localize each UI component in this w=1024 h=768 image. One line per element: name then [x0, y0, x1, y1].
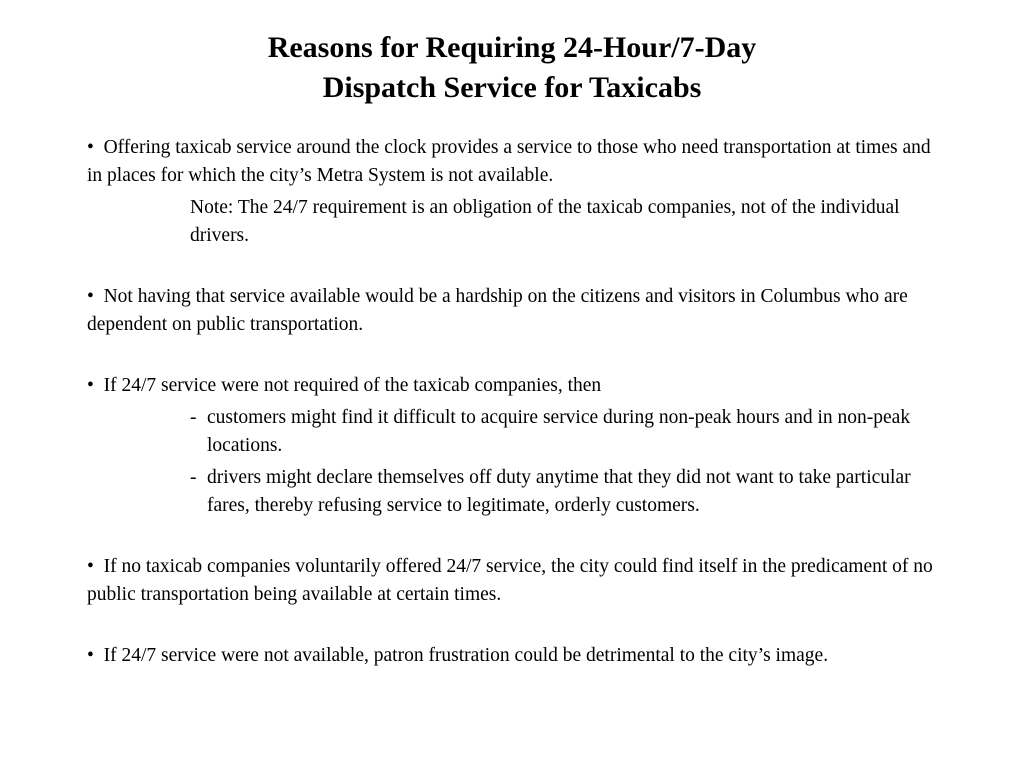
- sub-item-1: [190, 404, 947, 460]
- bullet-symbol: •: [87, 645, 94, 666]
- slide-title: [0, 28, 1024, 108]
- bullet-paragraph: [87, 553, 947, 609]
- bullet-paragraph: [87, 642, 947, 670]
- slide-title-line-1: Reasons for Requiring 24-Hour/7-Day: [267, 31, 757, 64]
- bullet-symbol: •: [87, 375, 94, 396]
- sub-item-text: drivers might declare themselves off duty anytime that they did not want to take particular fares, thereby refusing service to legitimate, orderly customers.: [207, 467, 911, 516]
- bullet-item-2: [87, 283, 947, 339]
- sub-item-text: customers might find it difficult to acquire service during non-peak hours and in non-peak locations.: [207, 407, 911, 456]
- bullet-text: If no taxicab companies voluntarily offered 24/7 service, the city could find itself in the predicament of no public transportation being available at certain times.: [87, 556, 933, 605]
- bullet-text: Not having that service available would be a hardship on the citizens and visitors in Columbus who are dependent on public transportation.: [87, 286, 908, 335]
- dash-symbol: -: [190, 467, 197, 488]
- bullet-paragraph: [87, 134, 947, 190]
- bullet-paragraph: [87, 283, 947, 339]
- bullet-item-3: [87, 372, 947, 520]
- bullet-note: Note: The 24/7 requirement is an obligation of the taxicab companies, not of the individual drivers.: [190, 197, 900, 246]
- bullet-item-5: [87, 642, 947, 670]
- bullet-text: If 24/7 service were not available, patron frustration could be detrimental to the city’s image.: [103, 645, 829, 666]
- dash-symbol: -: [190, 407, 197, 428]
- bullet-symbol: •: [87, 556, 94, 577]
- bullet-text: If 24/7 service were not required of the taxicab companies, then: [103, 375, 602, 396]
- bullet-item-1: [87, 134, 947, 250]
- bullet-symbol: •: [87, 286, 94, 307]
- bullet-text: Offering taxicab service around the clock provides a service to those who need transportation at times and in places for which the city’s Metra System is not available.: [87, 137, 931, 186]
- bullet-item-4: [87, 553, 947, 609]
- bullet-symbol: •: [87, 137, 94, 158]
- slide-title-line-2: Dispatch Service for Taxicabs: [322, 71, 702, 104]
- slide-body: [87, 134, 947, 703]
- sub-item-2: [190, 464, 947, 520]
- bullet-paragraph: [87, 372, 947, 400]
